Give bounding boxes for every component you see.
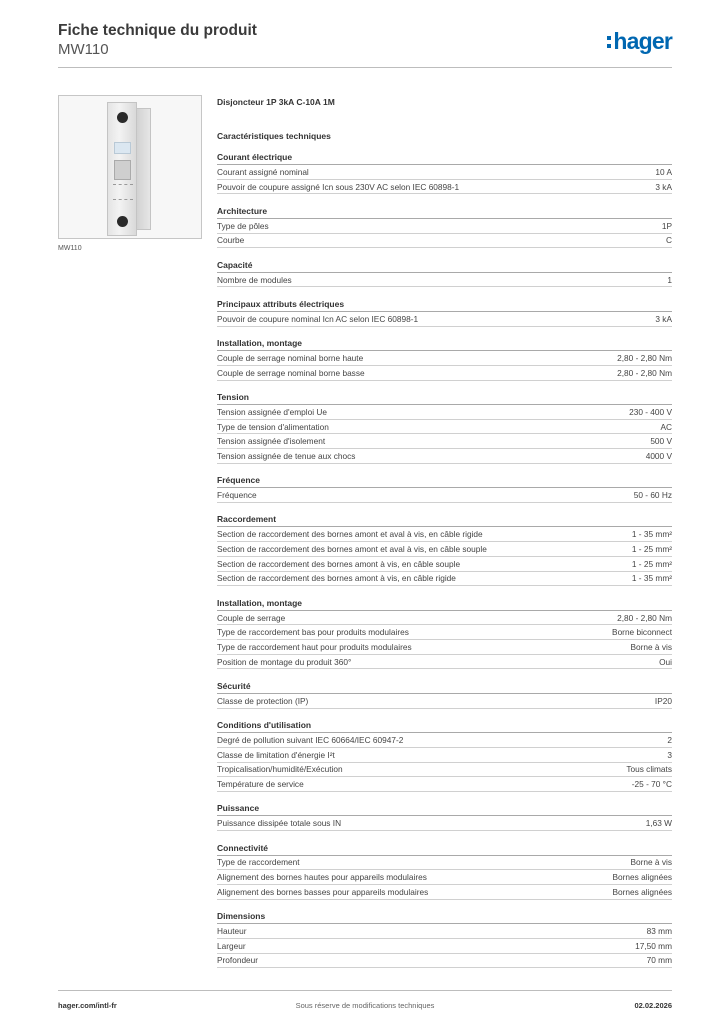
spec-label: Section de raccordement des bornes amont et aval à vis, en câble rigide xyxy=(217,529,483,540)
spec-row xyxy=(217,312,672,327)
section-title: Dimensions xyxy=(217,909,672,924)
spec-row xyxy=(217,557,672,572)
spec-row xyxy=(217,885,672,900)
spec-row xyxy=(217,655,672,670)
spec-row xyxy=(217,640,672,655)
spec-label: Type de raccordement xyxy=(217,857,300,868)
page-footer xyxy=(58,990,672,1014)
spec-row xyxy=(217,434,672,449)
spec-value: AC xyxy=(660,421,672,432)
spec-value: 1 - 35 mm² xyxy=(631,529,672,540)
spec-label: Profondeur xyxy=(217,955,259,966)
spec-label: Tension assignée d'isolement xyxy=(217,436,326,447)
specs-sections xyxy=(217,150,672,978)
footer-date: 02.02.2026 xyxy=(634,1001,672,1010)
spec-section xyxy=(217,596,672,670)
spec-section xyxy=(217,204,672,248)
spec-row xyxy=(217,449,672,464)
spec-row xyxy=(217,694,672,709)
spec-row xyxy=(217,611,672,626)
spec-row xyxy=(217,924,672,939)
footer-website: hager.com/intl-fr xyxy=(58,1001,117,1010)
spec-label: Classe de protection (IP) xyxy=(217,695,309,706)
spec-label: Alignement des bornes basses pour appareils modulaires xyxy=(217,886,429,897)
spec-value: -25 - 70 °C xyxy=(631,779,672,790)
spec-label: Degré de pollution suivant IEC 60664/IEC 60947-2 xyxy=(217,734,404,745)
spec-row xyxy=(217,420,672,435)
spec-row xyxy=(217,870,672,885)
spec-value: 1,63 W xyxy=(645,818,672,829)
section-title: Conditions d'utilisation xyxy=(217,718,672,733)
spec-value: 1 xyxy=(667,274,672,285)
spec-row xyxy=(217,351,672,366)
section-title: Raccordement xyxy=(217,512,672,527)
spec-value: Bornes alignées xyxy=(612,886,672,897)
logo-text: hager xyxy=(613,28,672,54)
section-title: Installation, montage xyxy=(217,596,672,611)
spec-label: Alignement des bornes hautes pour appareils modulaires xyxy=(217,872,427,883)
spec-label: Section de raccordement des bornes amont et aval à vis, en câble souple xyxy=(217,543,487,554)
spec-row xyxy=(217,777,672,792)
spec-value: 2,80 - 2,80 Nm xyxy=(617,612,672,623)
spec-row xyxy=(217,954,672,969)
section-title: Principaux attributs électriques xyxy=(217,297,672,312)
section-title: Courant électrique xyxy=(217,150,672,165)
spec-label: Hauteur xyxy=(217,925,247,936)
spec-value: IP20 xyxy=(654,695,672,706)
spec-section xyxy=(217,718,672,792)
spec-row xyxy=(217,488,672,503)
spec-value: Borne biconnect xyxy=(612,627,672,638)
section-title: Puissance xyxy=(217,801,672,816)
spec-label: Tension assignée d'emploi Ue xyxy=(217,406,327,417)
spec-row xyxy=(217,625,672,640)
spec-label: Largeur xyxy=(217,940,246,951)
spec-row xyxy=(217,219,672,234)
spec-row xyxy=(217,748,672,763)
section-title: Installation, montage xyxy=(217,336,672,351)
spec-label: Type de raccordement bas pour produits modulaires xyxy=(217,627,409,638)
spec-section xyxy=(217,801,672,831)
logo-dots-icon xyxy=(607,36,611,48)
spec-value: 50 - 60 Hz xyxy=(633,490,672,501)
specs-heading: Caractéristiques techniques xyxy=(217,131,331,141)
spec-value: 1P xyxy=(661,220,672,231)
spec-label: Type de pôles xyxy=(217,220,269,231)
spec-row xyxy=(217,572,672,587)
spec-section xyxy=(217,258,672,288)
spec-value: C xyxy=(666,235,672,246)
spec-value: 3 xyxy=(667,749,672,760)
spec-label: Fréquence xyxy=(217,490,257,501)
spec-row xyxy=(217,273,672,288)
page-title: Fiche technique du produit xyxy=(58,22,257,39)
spec-row xyxy=(217,856,672,871)
section-title: Connectivité xyxy=(217,841,672,856)
spec-section xyxy=(217,512,672,586)
spec-value: 2,80 - 2,80 Nm xyxy=(617,352,672,363)
spec-value: Oui xyxy=(659,656,672,667)
spec-section xyxy=(217,473,672,503)
spec-value: 70 mm xyxy=(646,955,672,966)
spec-value: 2 xyxy=(667,734,672,745)
spec-row xyxy=(217,939,672,954)
spec-value: 17,50 mm xyxy=(635,940,672,951)
spec-section xyxy=(217,841,672,900)
spec-label: Tension assignée de tenue aux chocs xyxy=(217,450,356,461)
spec-row xyxy=(217,527,672,542)
spec-label: Puissance dissipée totale sous IN xyxy=(217,818,342,829)
spec-value: 10 A xyxy=(655,166,672,177)
spec-row xyxy=(217,763,672,778)
spec-row xyxy=(217,234,672,249)
spec-row xyxy=(217,542,672,557)
product-image xyxy=(58,95,202,239)
spec-label: Pouvoir de coupure nominal Icn AC selon IEC 60898-1 xyxy=(217,313,419,324)
spec-label: Section de raccordement des bornes amont à vis, en câble souple xyxy=(217,558,461,569)
section-title: Tension xyxy=(217,390,672,405)
spec-label: Nombre de modules xyxy=(217,274,292,285)
spec-label: Position de montage du produit 360° xyxy=(217,656,352,667)
spec-section xyxy=(217,390,672,464)
spec-label: Pouvoir de coupure assigné Icn sous 230V AC selon IEC 60898-1 xyxy=(217,181,460,192)
spec-label: Section de raccordement des bornes amont à vis, en câble rigide xyxy=(217,573,456,584)
spec-value: 1 - 25 mm² xyxy=(631,543,672,554)
product-image-caption: MW110 xyxy=(58,245,82,252)
spec-label: Courbe xyxy=(217,235,245,246)
spec-value: 2,80 - 2,80 Nm xyxy=(617,367,672,378)
spec-row xyxy=(217,180,672,195)
spec-value: Bornes alignées xyxy=(612,872,672,883)
spec-label: Courant assigné nominal xyxy=(217,166,309,177)
spec-value: 500 V xyxy=(650,436,672,447)
footer-notice: Sous réserve de modifications techniques xyxy=(295,1001,435,1010)
spec-row xyxy=(217,405,672,420)
spec-value: 4000 V xyxy=(645,450,672,461)
circuit-breaker-illustration xyxy=(89,102,173,236)
spec-value: 230 - 400 V xyxy=(629,406,672,417)
spec-section xyxy=(217,297,672,327)
spec-label: Tropicalisation/humidité/Exécution xyxy=(217,764,343,775)
spec-label: Classe de limitation d'énergie I²t xyxy=(217,749,335,760)
spec-label: Température de service xyxy=(217,779,304,790)
spec-section xyxy=(217,909,672,968)
spec-label: Couple de serrage xyxy=(217,612,286,623)
spec-section xyxy=(217,336,672,380)
spec-value: Borne à vis xyxy=(630,857,672,868)
hager-logo xyxy=(607,28,672,55)
product-reference: MW110 xyxy=(58,41,109,58)
spec-row xyxy=(217,165,672,180)
section-title: Fréquence xyxy=(217,473,672,488)
product-name: Disjoncteur 1P 3kA C-10A 1M xyxy=(217,97,335,107)
spec-section xyxy=(217,150,672,194)
spec-value: 3 kA xyxy=(655,181,672,192)
section-title: Capacité xyxy=(217,258,672,273)
spec-label: Couple de serrage nominal borne basse xyxy=(217,367,365,378)
section-title: Architecture xyxy=(217,204,672,219)
spec-label: Couple de serrage nominal borne haute xyxy=(217,352,364,363)
spec-label: Type de raccordement haut pour produits modulaires xyxy=(217,641,412,652)
spec-value: Borne à vis xyxy=(630,641,672,652)
section-title: Sécurité xyxy=(217,679,672,694)
spec-label: Type de tension d'alimentation xyxy=(217,421,329,432)
spec-row xyxy=(217,733,672,748)
spec-value: 1 - 35 mm² xyxy=(631,573,672,584)
spec-value: Tous climats xyxy=(626,764,672,775)
spec-value: 3 kA xyxy=(655,313,672,324)
spec-row xyxy=(217,816,672,831)
spec-value: 1 - 25 mm² xyxy=(631,558,672,569)
spec-section xyxy=(217,679,672,709)
page-header xyxy=(58,22,672,68)
spec-value: 83 mm xyxy=(646,925,672,936)
spec-row xyxy=(217,366,672,381)
